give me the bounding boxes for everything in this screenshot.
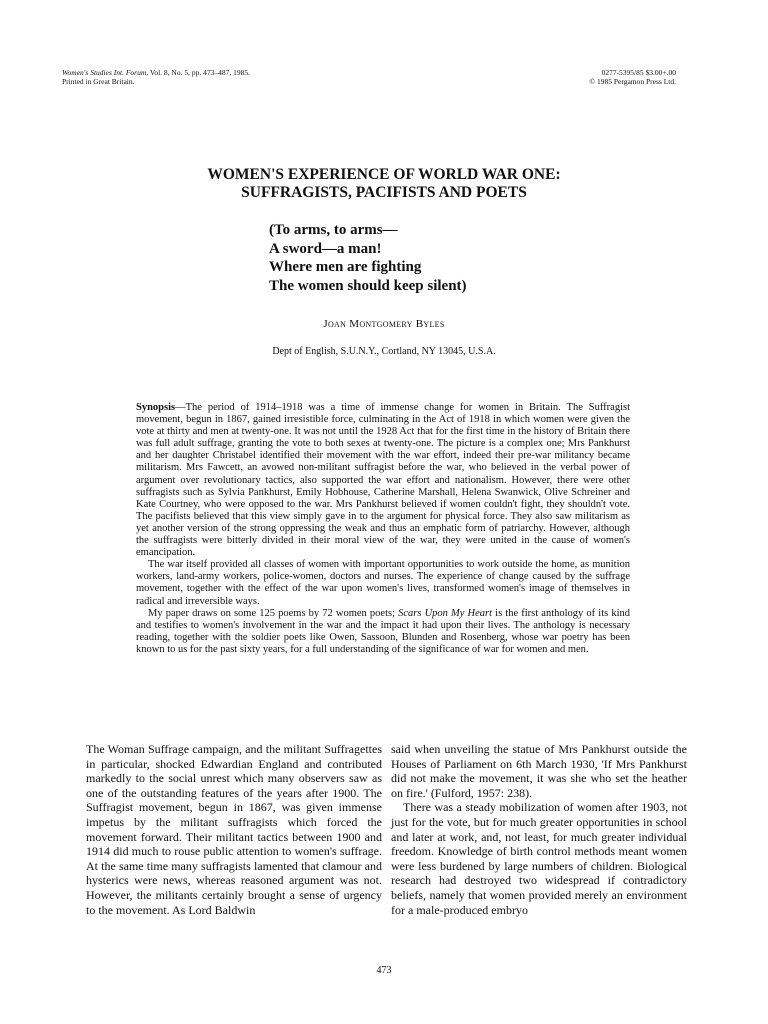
publisher-header (589, 68, 676, 86)
title-line-1: WOMEN'S EXPERIENCE OF WORLD WAR ONE: (207, 166, 561, 183)
title-line-2: SUFFRAGISTS, PACIFISTS AND POETS (241, 184, 527, 201)
synopsis-label: Synopsis (136, 402, 176, 413)
body-column-right (391, 742, 687, 917)
body-paragraph: The Woman Suffrage campaign, and the militant Suffragettes in particular, shocked Edwardian England and contributed markedly to the social unrest which many observers saw as one of the outstanding features of the years after 1900. The Suffragist movement, begun in 1867, was given immense impetus by the militant suffragists which forced the movement forward. Their militant tactics between 1900 and 1914 did much to rouse public attention to women's suffrage. At the same time many suffragists lamented that clamour and hysterics were news, whereas reasoned argument was not. However, the militants certainly brought a sense of urgency to the movement. As Lord Baldwin (86, 742, 382, 917)
body-paragraph: said when unveiling the statue of Mrs Pankhurst outside the Houses of Parliament on 6th March 1930, 'If Mrs Pankhurst did not make the movement, it was she who set the heather on fire.' (Fulford, 1957: 238). (391, 742, 687, 800)
author-name (0, 318, 768, 330)
body-column-left (86, 742, 382, 917)
anthology-title: Scars Upon My Heart (398, 607, 493, 619)
journal-name: Women's Studies Int. Forum, (62, 68, 149, 77)
epigraph (269, 221, 569, 295)
synopsis-paragraph (136, 402, 630, 559)
synopsis-text: —The period of 1914–1918 was a time of immense change for women in Britain. The Suffragist movement, begun in 1867, gained irresistible force, culminating in the Act of 1918 in which women were given the vote at thirty and men at twenty-one. It was not until the 1928 Act that for the first time in the history of Britain there was full adult suffrage, granting the vote to both sexes at twenty-one. The picture is a complex one; Mrs Pankhurst and her daughter Christabel identified their movement with the war effort, indeed their pre-war militancy became militarism. Mrs Fawcett, an avowed non-militant suffragist before the war, who believed in the verbal power of argument over revolutionary tactics, also supported the war effort and nationalism. However, there were other suffragists such as Sylvia Pankhurst, Emily Hobhouse, Catherine Marshall, Helena Swanwick, Olive Schreiner and Kate Courtney, who were opposed to the war. Mrs Pankhurst believed if women couldn't fight, they shouldn't vote. The pacifists believed that this view simply gave in to the argument for physical force. They also saw militarism as yet another version of the strong oppressing the weak and thus an emphatic form of patriarchy. However, although the suffragists were bitterly divided in their moral view of the war, they were united in the cause of women's emancipation. (136, 402, 630, 559)
body-paragraph: There was a steady mobilization of women after 1903, not just for the vote, but for much greater opportunities in school and later at work, and, not least, for much greater individual freedom. Knowledge of birth control methods meant women were less burdened by large numbers of children. Biological research had destroyed two widespread if contradictory beliefs, namely that women provided merely an environment for a male-produced embryo (391, 800, 687, 917)
author-name-text: Joan Montgomery Byles (323, 318, 445, 330)
epigraph-line: A sword—a man! (269, 240, 382, 257)
journal-header (62, 68, 250, 86)
synopsis-paragraph (136, 608, 630, 656)
epigraph-line: Where men are fighting (269, 259, 422, 275)
journal-volume: Vol. 8, No. 5, pp. 473–487, 1985. (148, 68, 250, 77)
printed-note: Printed in Great Britain. (62, 77, 135, 86)
epigraph-line: (To arms, to arms— (269, 222, 398, 238)
epigraph-line: The women should keep silent) (269, 277, 467, 294)
synopsis-text: My paper draws on some 125 poems by 72 women poets; (148, 607, 399, 619)
synopsis-paragraph: The war itself provided all classes of women with important opportunities to work outside the home, as munition workers, land-army workers, police-women, doctors and nurses. The experience of change caused by the suffrage movement, together with the effect of the war upon women's lives, transformed women's image of themselves in radical and irreversible ways. (136, 559, 630, 607)
author-affiliation: Dept of English, S.U.N.Y., Cortland, NY 13045, U.S.A. (272, 346, 496, 357)
price-code: 0277-5395/85 $3.00+.00 (601, 68, 676, 77)
copyright-notice: © 1985 Pergamon Press Ltd. (589, 77, 676, 86)
page-number: 473 (376, 965, 392, 976)
synopsis (136, 402, 630, 656)
article-title (0, 166, 768, 202)
synopsis-text: is the first anthology of its kind and testifies to women's involvement in the war and the impact it had upon their lives. The anthology is necessary reading, together with the soldier poets like Owen, Sassoon, Blunden and Rosenberg, whose war poetry has been known to us for the past sixty years, for a full understanding of the significance of war for women and men. (136, 607, 630, 655)
journal-citation (62, 68, 250, 77)
